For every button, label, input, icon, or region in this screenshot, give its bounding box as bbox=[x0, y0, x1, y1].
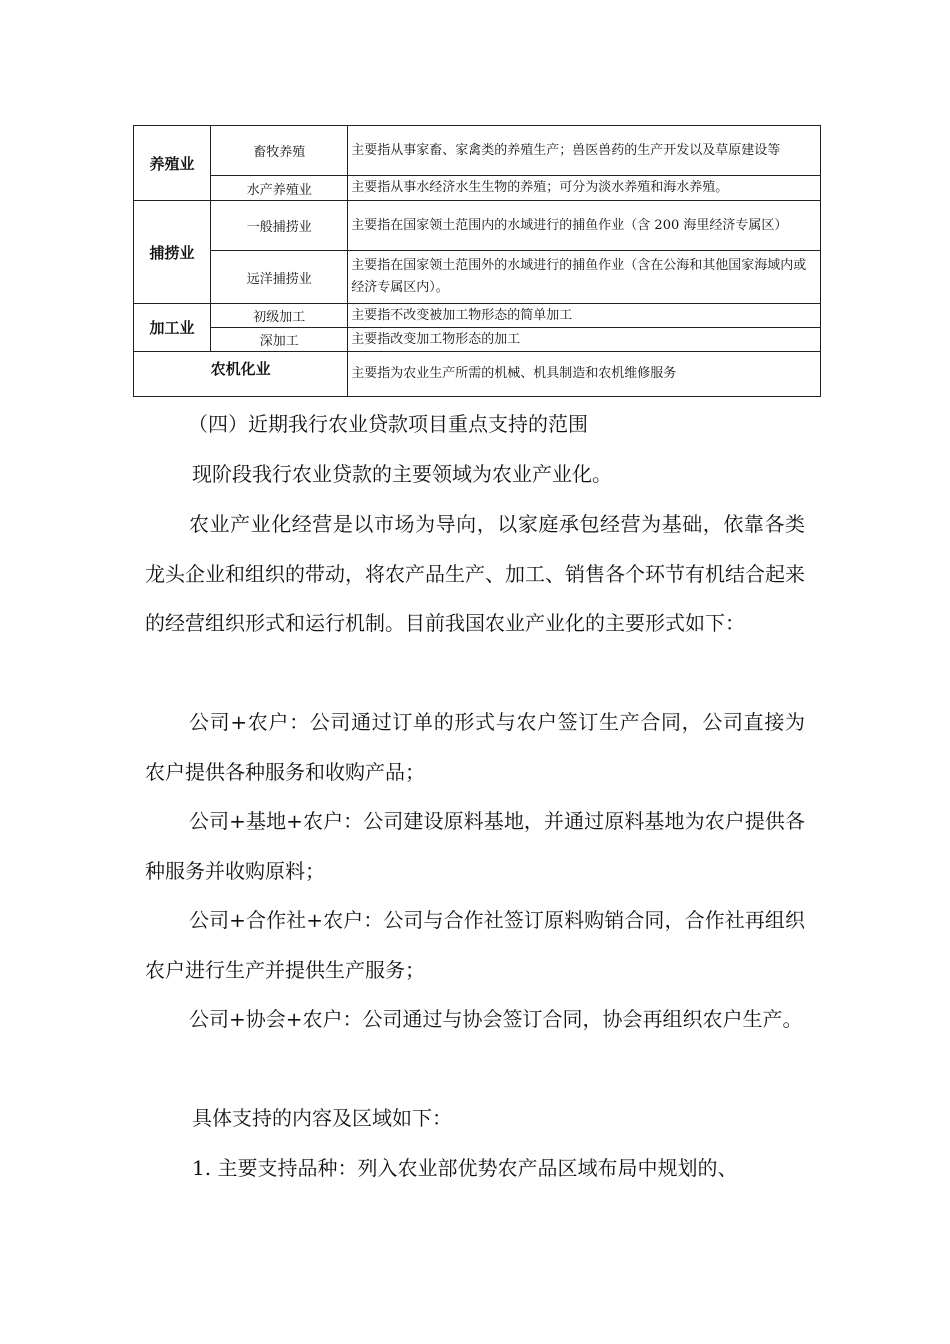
subcategory-cell: 水产养殖业 bbox=[211, 176, 348, 201]
subcategory-cell: 一般捕捞业 bbox=[211, 201, 348, 251]
table-row bbox=[134, 328, 821, 352]
subcategory-cell: 初级加工 bbox=[211, 304, 348, 328]
description-cell: 主要指在国家领土范围外的水域进行的捕鱼作业（含在公海和其他国家海域内或经济专属区内）。 bbox=[348, 251, 821, 304]
paragraph: 公司+基地+农户：公司建设原料基地，并通过原料基地为农户提供各种服务并收购原料； bbox=[145, 809, 805, 883]
list-item: 1. 主要支持品种：列入农业部优势农产品区域布局中规划的、 bbox=[192, 1156, 738, 1180]
description-cell: 主要指从事家畜、家禽类的养殖生产；兽医兽药的生产开发以及草原建设等 bbox=[348, 126, 821, 176]
description-cell: 主要指改变加工物形态的加工 bbox=[348, 328, 821, 352]
section-heading: （四）近期我行农业贷款项目重点支持的范围 bbox=[188, 412, 588, 436]
paragraph: 公司+合作社+农户：公司与合作社签订原料购销合同，合作社再组织农户进行生产并提供生产服务； bbox=[145, 908, 805, 982]
description-cell: 主要指不改变被加工物形态的简单加工 bbox=[348, 304, 821, 328]
category-cell: 农机化业 bbox=[134, 352, 348, 397]
table-row bbox=[134, 126, 821, 176]
description-cell: 主要指在国家领土范围内的水域进行的捕鱼作业（含 200 海里经济专属区） bbox=[348, 201, 821, 251]
description-cell: 主要指为农业生产所需的机械、机具制造和农机维修服务 bbox=[348, 352, 821, 397]
paragraph: 公司+农户：公司通过订单的形式与农户签订生产合同，公司直接为农户提供各种服务和收购产品； bbox=[145, 710, 805, 784]
description-cell: 主要指从事水经济水生生物的养殖；可分为淡水养殖和海水养殖。 bbox=[348, 176, 821, 201]
table-row bbox=[134, 176, 821, 201]
table-row bbox=[134, 304, 821, 328]
subcategory-cell: 畜牧养殖 bbox=[211, 126, 348, 176]
paragraph: 现阶段我行农业贷款的主要领域为农业产业化。 bbox=[192, 462, 612, 486]
subcategory-cell: 远洋捕捞业 bbox=[211, 251, 348, 304]
category-cell: 捕捞业 bbox=[134, 201, 211, 304]
industry-table bbox=[133, 125, 821, 397]
table-row bbox=[134, 352, 821, 397]
paragraph: 农业产业化经营是以市场为导向，以家庭承包经营为基础，依靠各类龙头企业和组织的带动，将农产品生产、加工、销售各个环节有机结合起来的经营组织形式和运行机制。目前我国农业产业化的主要形式如下： bbox=[145, 512, 805, 635]
category-cell: 加工业 bbox=[134, 304, 211, 352]
subcategory-cell: 深加工 bbox=[211, 328, 348, 352]
paragraph: 具体支持的内容及区域如下： bbox=[192, 1106, 452, 1130]
paragraph: 公司+协会+农户：公司通过与协会签订合同，协会再组织农户生产。 bbox=[189, 1007, 803, 1031]
category-cell: 养殖业 bbox=[134, 126, 211, 201]
table-row bbox=[134, 251, 821, 304]
table-row bbox=[134, 201, 821, 251]
